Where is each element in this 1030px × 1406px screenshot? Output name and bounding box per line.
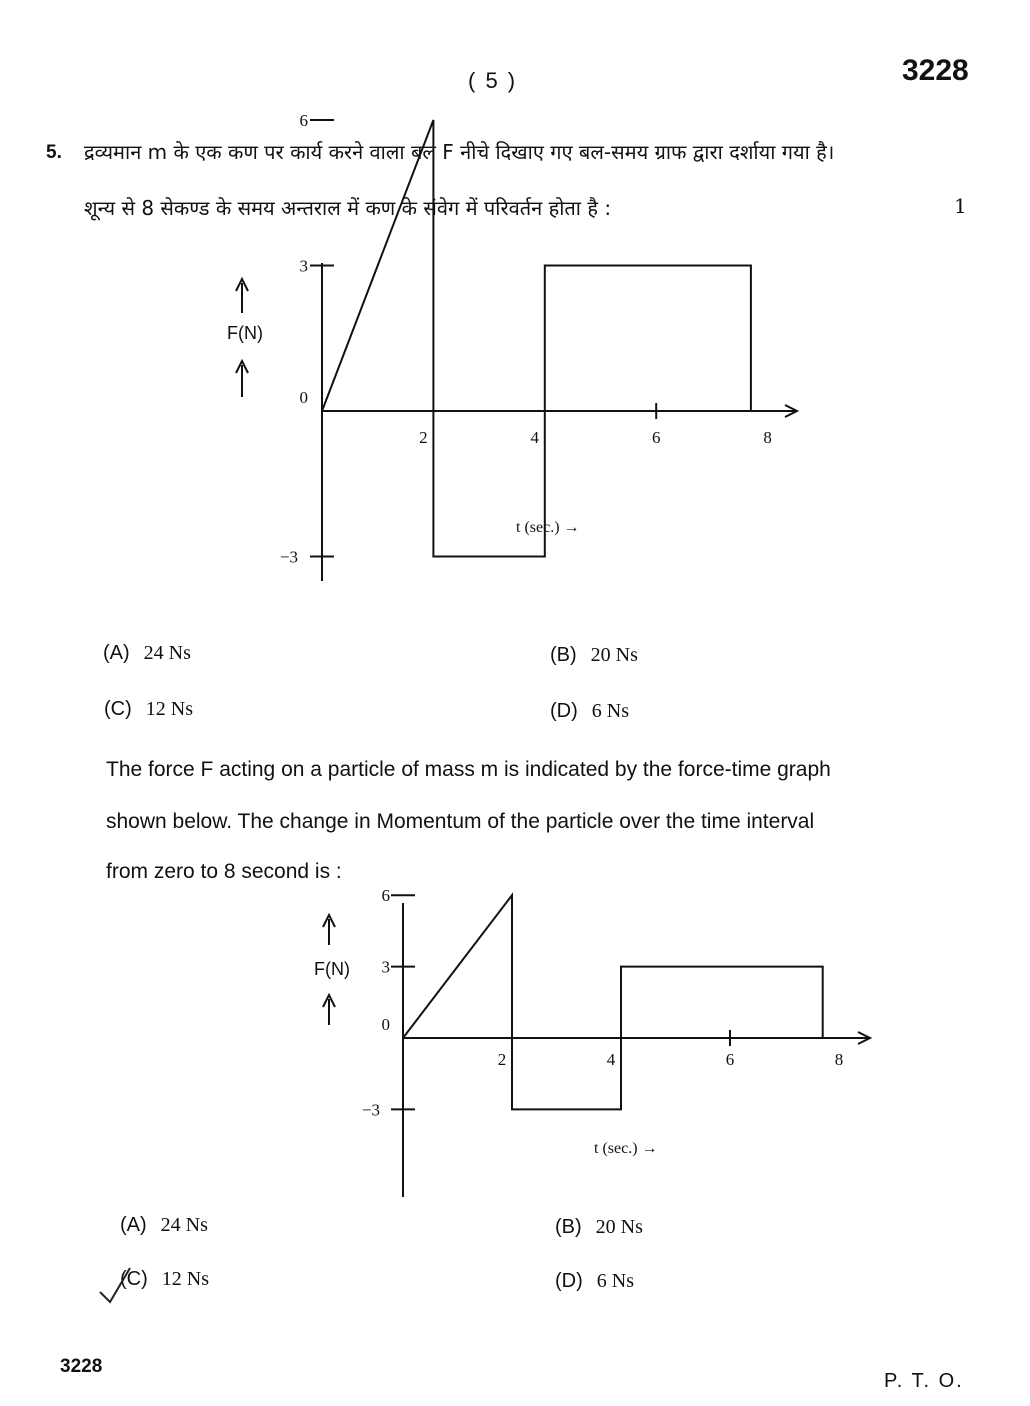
question-english-line-3: from zero to 8 second is :: [106, 860, 342, 883]
y-axis-arrow-up-icon: [236, 361, 248, 397]
y-tick-label: −3: [361, 1100, 380, 1120]
option-a-english: [120, 1214, 208, 1237]
option-d-english: [555, 1270, 634, 1293]
option-d-hindi: [550, 700, 629, 723]
y-axis-label: F(N): [314, 959, 350, 979]
option-c-hindi: [104, 698, 193, 721]
y-tick-label: 0: [299, 388, 308, 407]
x-tick-label: 8: [763, 428, 772, 447]
page-number: ( 5 ): [468, 68, 518, 93]
x-tick-label: 6: [651, 428, 661, 447]
paper-code-header: 3228: [902, 54, 969, 87]
option-text: 20 Ns: [595, 1216, 643, 1238]
y-tick-label: −3: [279, 547, 298, 567]
option-label: (C): [104, 698, 132, 720]
y-tick-label: 6: [299, 111, 308, 130]
question-marks: 1: [954, 194, 967, 218]
force-series-line: [403, 895, 823, 1109]
option-text: 24 Ns: [143, 642, 191, 664]
handwritten-checkmark-icon: [96, 1262, 156, 1310]
question-english-line-2: shown below. The change in Momentum of the particle over the time interval: [106, 810, 815, 833]
x-tick-label: 2: [419, 428, 428, 447]
option-label: (D): [555, 1270, 583, 1292]
option-text: 6 Ns: [591, 700, 629, 722]
option-label: (A): [120, 1214, 147, 1236]
option-b-hindi: [550, 644, 638, 667]
x-tick-label: 8: [834, 1050, 844, 1069]
option-label: (B): [550, 644, 577, 666]
option-b-english: [555, 1216, 643, 1239]
y-axis-arrow-up-icon: [323, 915, 335, 945]
option-text: 6 Ns: [596, 1270, 634, 1292]
force-series-line: [322, 120, 751, 557]
paper-code-footer: 3228: [60, 1356, 103, 1377]
y-tick-label: 3: [299, 256, 308, 276]
x-tick-label: 2: [497, 1050, 507, 1069]
force-time-graph-english: [300, 886, 880, 1205]
y-tick-label: 0: [381, 1015, 390, 1034]
question-english-line-1: The force F acting on a particle of mass m is indicated by the force-time graph: [106, 758, 831, 781]
option-label: (A): [103, 642, 130, 664]
question-number: 5.: [46, 142, 62, 163]
option-a-hindi: [103, 642, 191, 665]
option-label: (C): [120, 1268, 148, 1290]
y-axis-label: F(N): [227, 323, 263, 343]
x-axis-label: t (sec.) →: [516, 519, 580, 536]
please-turn-over: P. T. O.: [884, 1370, 964, 1392]
question-hindi-line-2: शून्य से 8 सेकण्ड के समय अन्तराल में कण के संवेग में परिवर्तन होता है :: [84, 196, 612, 220]
y-tick-label: 6: [381, 886, 390, 906]
option-text: 12 Ns: [161, 1268, 209, 1290]
x-tick-label: 4: [606, 1050, 616, 1069]
y-axis-arrow-up-icon: [323, 995, 335, 1025]
option-label: (B): [555, 1216, 582, 1238]
option-label: (D): [550, 700, 578, 722]
y-tick-label: 3: [381, 957, 390, 977]
option-text: 24 Ns: [160, 1214, 208, 1236]
question-hindi-line-1: द्रव्यमान m के एक कण पर कार्य करने वाला बल F नीचे दिखाए गए बल-समय ग्राफ द्वारा दर्शाया गया है।: [84, 140, 835, 164]
x-tick-label: 4: [530, 428, 540, 447]
x-axis-label: t (sec.) →: [594, 1140, 658, 1157]
x-tick-label: 6: [725, 1050, 735, 1069]
option-text: 12 Ns: [145, 698, 193, 720]
option-text: 20 Ns: [590, 644, 638, 666]
y-axis-arrow-up-icon: [236, 279, 248, 313]
